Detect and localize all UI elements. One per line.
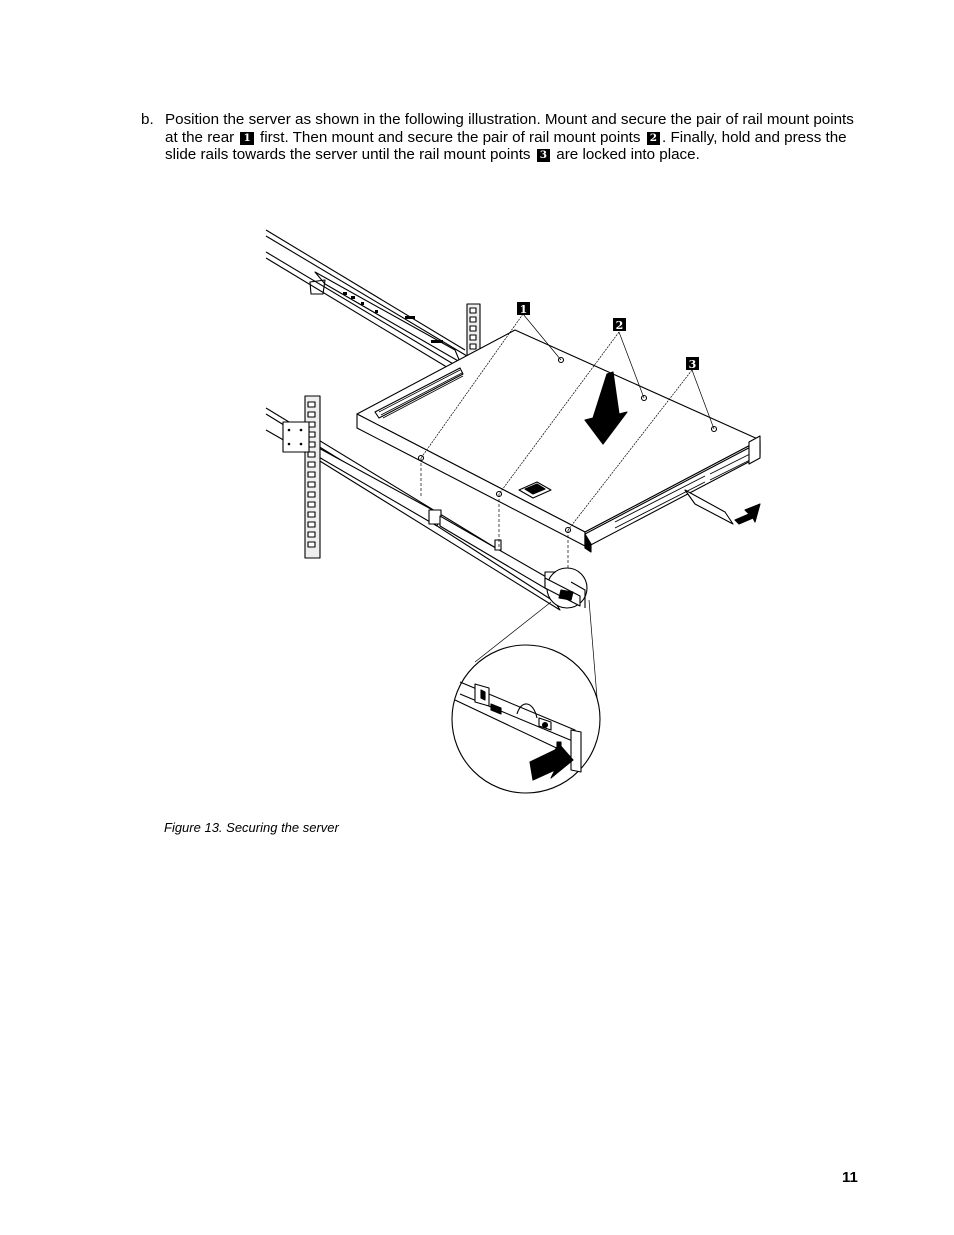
upper-rack-post [467, 304, 480, 356]
step-text-part3: . Finally, hold and press the slide rails towards the server until the rail mount points [165, 128, 847, 164]
step-text-part4: are locked into place. [556, 146, 700, 164]
page-number: 11 [842, 1169, 858, 1186]
callout-label-2: 2 [615, 319, 624, 332]
callout-1-badge: 1 [240, 132, 253, 145]
figure-caption: Figure 13. Securing the server [164, 820, 339, 835]
illustration-svg [255, 222, 775, 802]
callout-2-badge: 2 [647, 132, 660, 145]
step-text-part1: Position the server as shown in the following illustration. Mount and secure the pair of rail mount points at the rear [165, 111, 854, 146]
step-marker: b. [141, 111, 154, 128]
step-text [165, 111, 861, 164]
callout-label-1: 1 [519, 303, 528, 316]
instruction-step-b [141, 111, 861, 164]
magnified-detail [452, 645, 600, 793]
step-text-part2: first. Then mount and secure the pair of rail mount points [260, 128, 641, 146]
lower-rack-post [283, 396, 320, 558]
server-rail-illustration [255, 222, 775, 802]
callout-3-badge: 3 [537, 149, 550, 162]
upper-slide-rail [266, 230, 467, 372]
push-arrow-front [685, 490, 760, 524]
callout-label-3: 3 [688, 358, 697, 371]
